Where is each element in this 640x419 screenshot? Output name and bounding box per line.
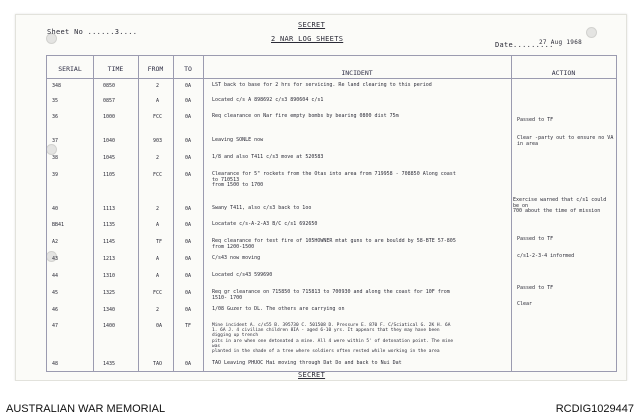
col-time: TIME <box>107 65 124 73</box>
col-serial: SERIAL <box>58 65 82 73</box>
to-cell: TF <box>185 323 192 329</box>
incident-cell: Clearance for 5" rockets from the Otas into area from 719958 - 708850 Along coast to 710513 from 1500 to 1700 <box>212 171 456 189</box>
time-cell: 1213 <box>103 256 116 262</box>
binder-hole <box>586 27 597 38</box>
incident-cell: Req gr clearance on 715850 to 715813 to 700930 and along the coast for 10F from 1510- 1700 <box>212 289 450 301</box>
action-cell: Exercise warned that c/s1 could be on 700 about the time of mission <box>513 197 607 215</box>
classification-top: SECRET <box>298 21 326 29</box>
col-incident: INCIDENT <box>341 69 373 77</box>
serial-cell: BB41 <box>52 222 65 228</box>
to-cell: 0A <box>185 239 192 245</box>
from-cell: 2 <box>156 83 160 89</box>
table-row <box>47 172 616 188</box>
time-cell: 1105 <box>103 172 116 178</box>
time-cell: 1045 <box>103 155 116 161</box>
incident-cell: Locatate c/s-A-2-A3 B/C c/s1 692650 <box>212 221 318 227</box>
to-cell: 0A <box>185 222 192 228</box>
action-cell: Clear -party out to ensure no VA in area <box>517 135 614 147</box>
action-cell: Passed to TF <box>517 117 554 123</box>
from-cell: 2 <box>156 206 160 212</box>
table-row <box>47 83 616 95</box>
from-cell: TF <box>156 239 163 245</box>
from-cell: FCC <box>153 114 163 120</box>
table-row <box>47 222 616 234</box>
log-table <box>46 55 617 372</box>
time-cell: 1340 <box>103 307 116 313</box>
incident-cell: Swany T411, also c/s3 back to 1oo <box>212 205 312 211</box>
table-row <box>47 361 616 369</box>
serial-cell: 44 <box>52 273 59 279</box>
table-row <box>47 273 616 285</box>
col-action: ACTION <box>551 69 576 77</box>
incident-cell: 1/8 and also T411 c/s3 move at 520583 <box>212 154 324 160</box>
archive-footer <box>0 381 640 419</box>
to-cell: 0A <box>185 206 192 212</box>
from-cell: A <box>156 273 160 279</box>
classification-bottom: SECRET <box>298 371 326 379</box>
incident-cell: TAO Leaving PHUOC Hai moving through Dat Do and back to Nui Dat <box>212 360 402 366</box>
time-cell: 1400 <box>103 323 116 329</box>
serial-cell: 36 <box>52 114 59 120</box>
incident-cell: Mine incident A. c/s55 B. 395730 C. 501508 D. Pressure E. 870 F. C/Sciatical G. 2K H. 6A 1. 6A J. 4 civilian children 8IA - aged 6-10 yrs. It appears that they may have been digging up trench pits in are when one detonated a mine. All 4 were within 5' of detonation point. The mine was planted in the shade of a tree where soldiers often rested while working in the area <box>212 323 454 355</box>
incident-cell: Leaving SONLE now <box>212 137 264 143</box>
serial-cell: 45 <box>52 290 59 296</box>
serial-cell: 37 <box>52 138 59 144</box>
to-cell: 0A <box>185 114 192 120</box>
action-cell: Passed to TF <box>517 236 554 242</box>
to-cell: 0A <box>185 83 192 89</box>
incident-cell: Req clearance on Nar fire empty bombs by bearing 0800 dist 75m <box>212 113 399 119</box>
serial-cell: 40 <box>52 206 59 212</box>
to-cell: 0A <box>185 273 192 279</box>
col-from: FROM <box>147 65 164 73</box>
time-cell: 0857 <box>103 98 116 104</box>
col-to: TO <box>184 65 192 73</box>
time-cell: 1040 <box>103 138 116 144</box>
incident-cell: C/s43 now moving <box>212 255 261 261</box>
from-cell: FCC <box>153 172 163 178</box>
to-cell: 0A <box>185 172 192 178</box>
action-cell: c/s1-2-3-4 informed <box>517 253 575 259</box>
serial-cell: 43 <box>52 256 59 262</box>
from-cell: A <box>156 98 160 104</box>
serial-cell: 35 <box>52 98 59 104</box>
serial-cell: 48 <box>52 361 59 367</box>
to-cell: 0A <box>185 155 192 161</box>
serial-cell: 38 <box>52 155 59 161</box>
action-cell: Clear <box>517 301 533 307</box>
serial-cell: A2 <box>52 239 59 245</box>
from-cell: TAO <box>153 361 163 367</box>
time-cell: 1113 <box>103 206 116 212</box>
to-cell: 0A <box>185 138 192 144</box>
from-cell: 0A <box>156 323 163 329</box>
archive-name: AUSTRALIAN WAR MEMORIAL <box>6 403 166 415</box>
to-cell: 0A <box>185 361 192 367</box>
table-row <box>47 155 616 167</box>
from-cell: 2 <box>156 155 160 161</box>
sheet-number: Sheet No ......3.... <box>47 28 138 36</box>
to-cell: 0A <box>185 290 192 296</box>
from-cell: FCC <box>153 290 163 296</box>
incident-cell: Located c/s A 898692 c/s3 890604 c/s1 <box>212 97 324 103</box>
date-value: 27 Aug 1968 <box>539 39 583 46</box>
to-cell: 0A <box>185 307 192 313</box>
time-cell: 1135 <box>103 222 116 228</box>
to-cell: 0A <box>185 98 192 104</box>
serial-cell: 39 <box>52 172 59 178</box>
table-row <box>47 98 616 110</box>
from-cell: 903 <box>153 138 163 144</box>
log-sheet <box>15 14 627 381</box>
time-cell: 1000 <box>103 114 116 120</box>
incident-cell: 1/08 Guzer to DL. The others are carrying on <box>212 306 345 312</box>
from-cell: 2 <box>156 307 160 313</box>
from-cell: A <box>156 256 160 262</box>
incident-cell: Located c/s43 599690 <box>212 272 273 278</box>
time-cell: 1145 <box>103 239 116 245</box>
record-id: RCDIG1029447 <box>555 403 634 415</box>
time-cell: 1435 <box>103 361 116 367</box>
table-row <box>47 307 616 319</box>
incident-cell: LST back to base for 2 hrs for servicing. Re land clearing to this period <box>212 82 432 88</box>
action-cell: Passed to TF <box>517 285 554 291</box>
time-cell: 1325 <box>103 290 116 296</box>
serial-cell: 348 <box>52 83 62 89</box>
page-title: 2 NAR LOG SHEETS <box>271 35 344 43</box>
serial-cell: 47 <box>52 323 59 329</box>
serial-cell: 46 <box>52 307 59 313</box>
incident-cell: Req clearance for test fire of 105HOWNER mtat guns to are bouldd by 58-BTE 57-805 from 1200-1500 <box>212 238 456 250</box>
time-cell: 1310 <box>103 273 116 279</box>
date-label: Date......... <box>495 41 554 49</box>
to-cell: 0A <box>185 256 192 262</box>
table-row <box>47 323 616 355</box>
time-cell: 0850 <box>103 83 116 89</box>
from-cell: A <box>156 222 160 228</box>
